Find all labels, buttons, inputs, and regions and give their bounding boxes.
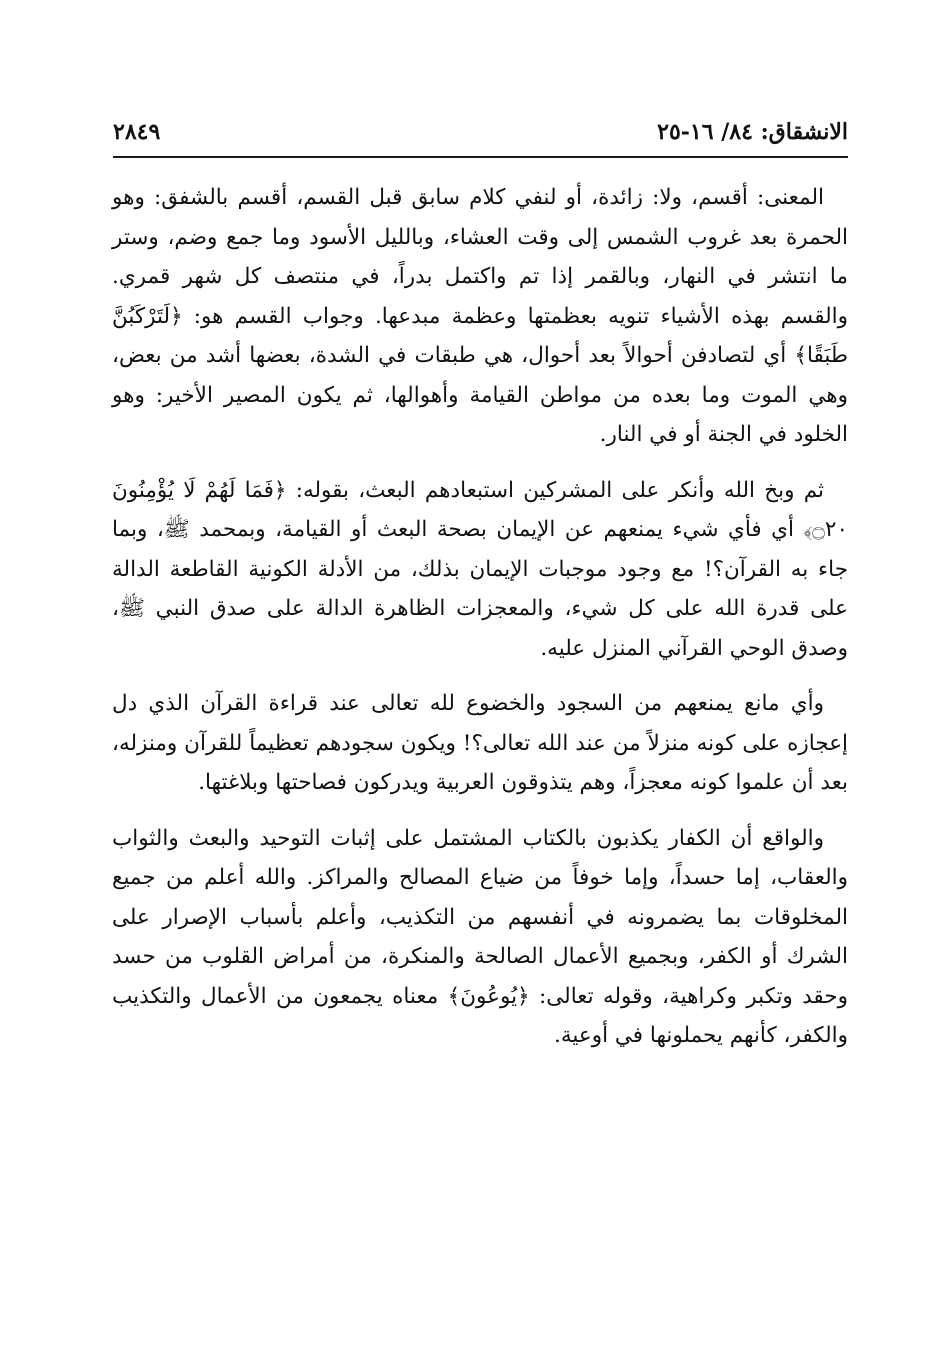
paragraph-prostration: وأي مانع يمنعهم من السجود والخضوع لله تعالى عند قراءة القرآن الذي دل إعجازه على كونه منزلاً من عند الله تعالى؟! ويكون سجودهم تعظيماً للقرآن ومنزله، بعد أن علموا كونه معجزاً، وهم يتذوقون العربية ويدركون فصاحتها وبلاغتها. <box>112 691 848 795</box>
page-number: ٢٨٤٩ <box>113 119 161 145</box>
paragraph-disbelievers: والواقع أن الكفار يكذبون بالكتاب المشتمل على إثبات التوحيد والبعث والثواب والعقاب، إما حسداً، وإما خوفاً من ضياع المصالح والمراكز. والله أعلم من جميع المخلوقات بما يضمرونه في أنفسهم من التكذيب، وأعلم بأسباب الإصرار على الشرك أو الكفر، وبجميع الأعمال الصالحة والمنكرة، من أمراض القلوب من حسد وحقد وتكبر وكراهية، وقوله تعالى: ﴿يُوعُونَ﴾ معناه يجمعون من الأعمال والتكذيب والكفر، كأنهم يحملونها في أوعية. <box>112 825 848 1048</box>
paragraph-rebuke: ثم وبخ الله وأنكر على المشركين استبعادهم البعث، بقوله: ﴿فَمَا لَهُمْ لَا يُؤْمِنُونَ ۝٢٠﴾ أي فأي شيء يمنعهم عن الإيمان بصحة البعث أو القيامة، وبمحمد ﷺ، وبما جاء به القرآن؟! مع وجود موجبات الإيمان بذلك، من الأدلة الكونية القاطعة الدالة على قدرة الله على كل شيء، والمعجزات الظاهرة الدالة على صدق النبي ﷺ، وصدق الوحي القرآني المنزل عليه. <box>112 477 848 661</box>
running-title: الانشقاق: ٨٤/ ١٦-٢٥ <box>657 119 848 145</box>
page-header <box>113 116 848 158</box>
paragraph-meaning: المعنى: أقسم، ولا: زائدة، أو لنفي كلام سابق قبل القسم، أقسم بالشفق: وهو الحمرة بعد غروب الشمس إلى وقت العشاء، وبالليل الأسود وما جمع وضم، وستر ما انتشر في النهار، وبالقمر إذا تم واكتمل بدراً، في منتصف كل شهر قمري. والقسم بهذه الأشياء تنويه بعظمتها وعظمة مبدعها. وجواب القسم هو: ﴿لَتَرْكَبُنَّ طَبَقًا﴾ أي لتصادفن أحوالاً بعد أحوال، هي طبقات في الشدة، بعضها أشد من بعض، وهي الموت وما بعده من مواطن القيامة وأهوالها، ثم يكون المصير الأخير: وهو الخلود في الجنة أو في النار. <box>112 185 848 447</box>
page-body <box>112 178 848 1056</box>
